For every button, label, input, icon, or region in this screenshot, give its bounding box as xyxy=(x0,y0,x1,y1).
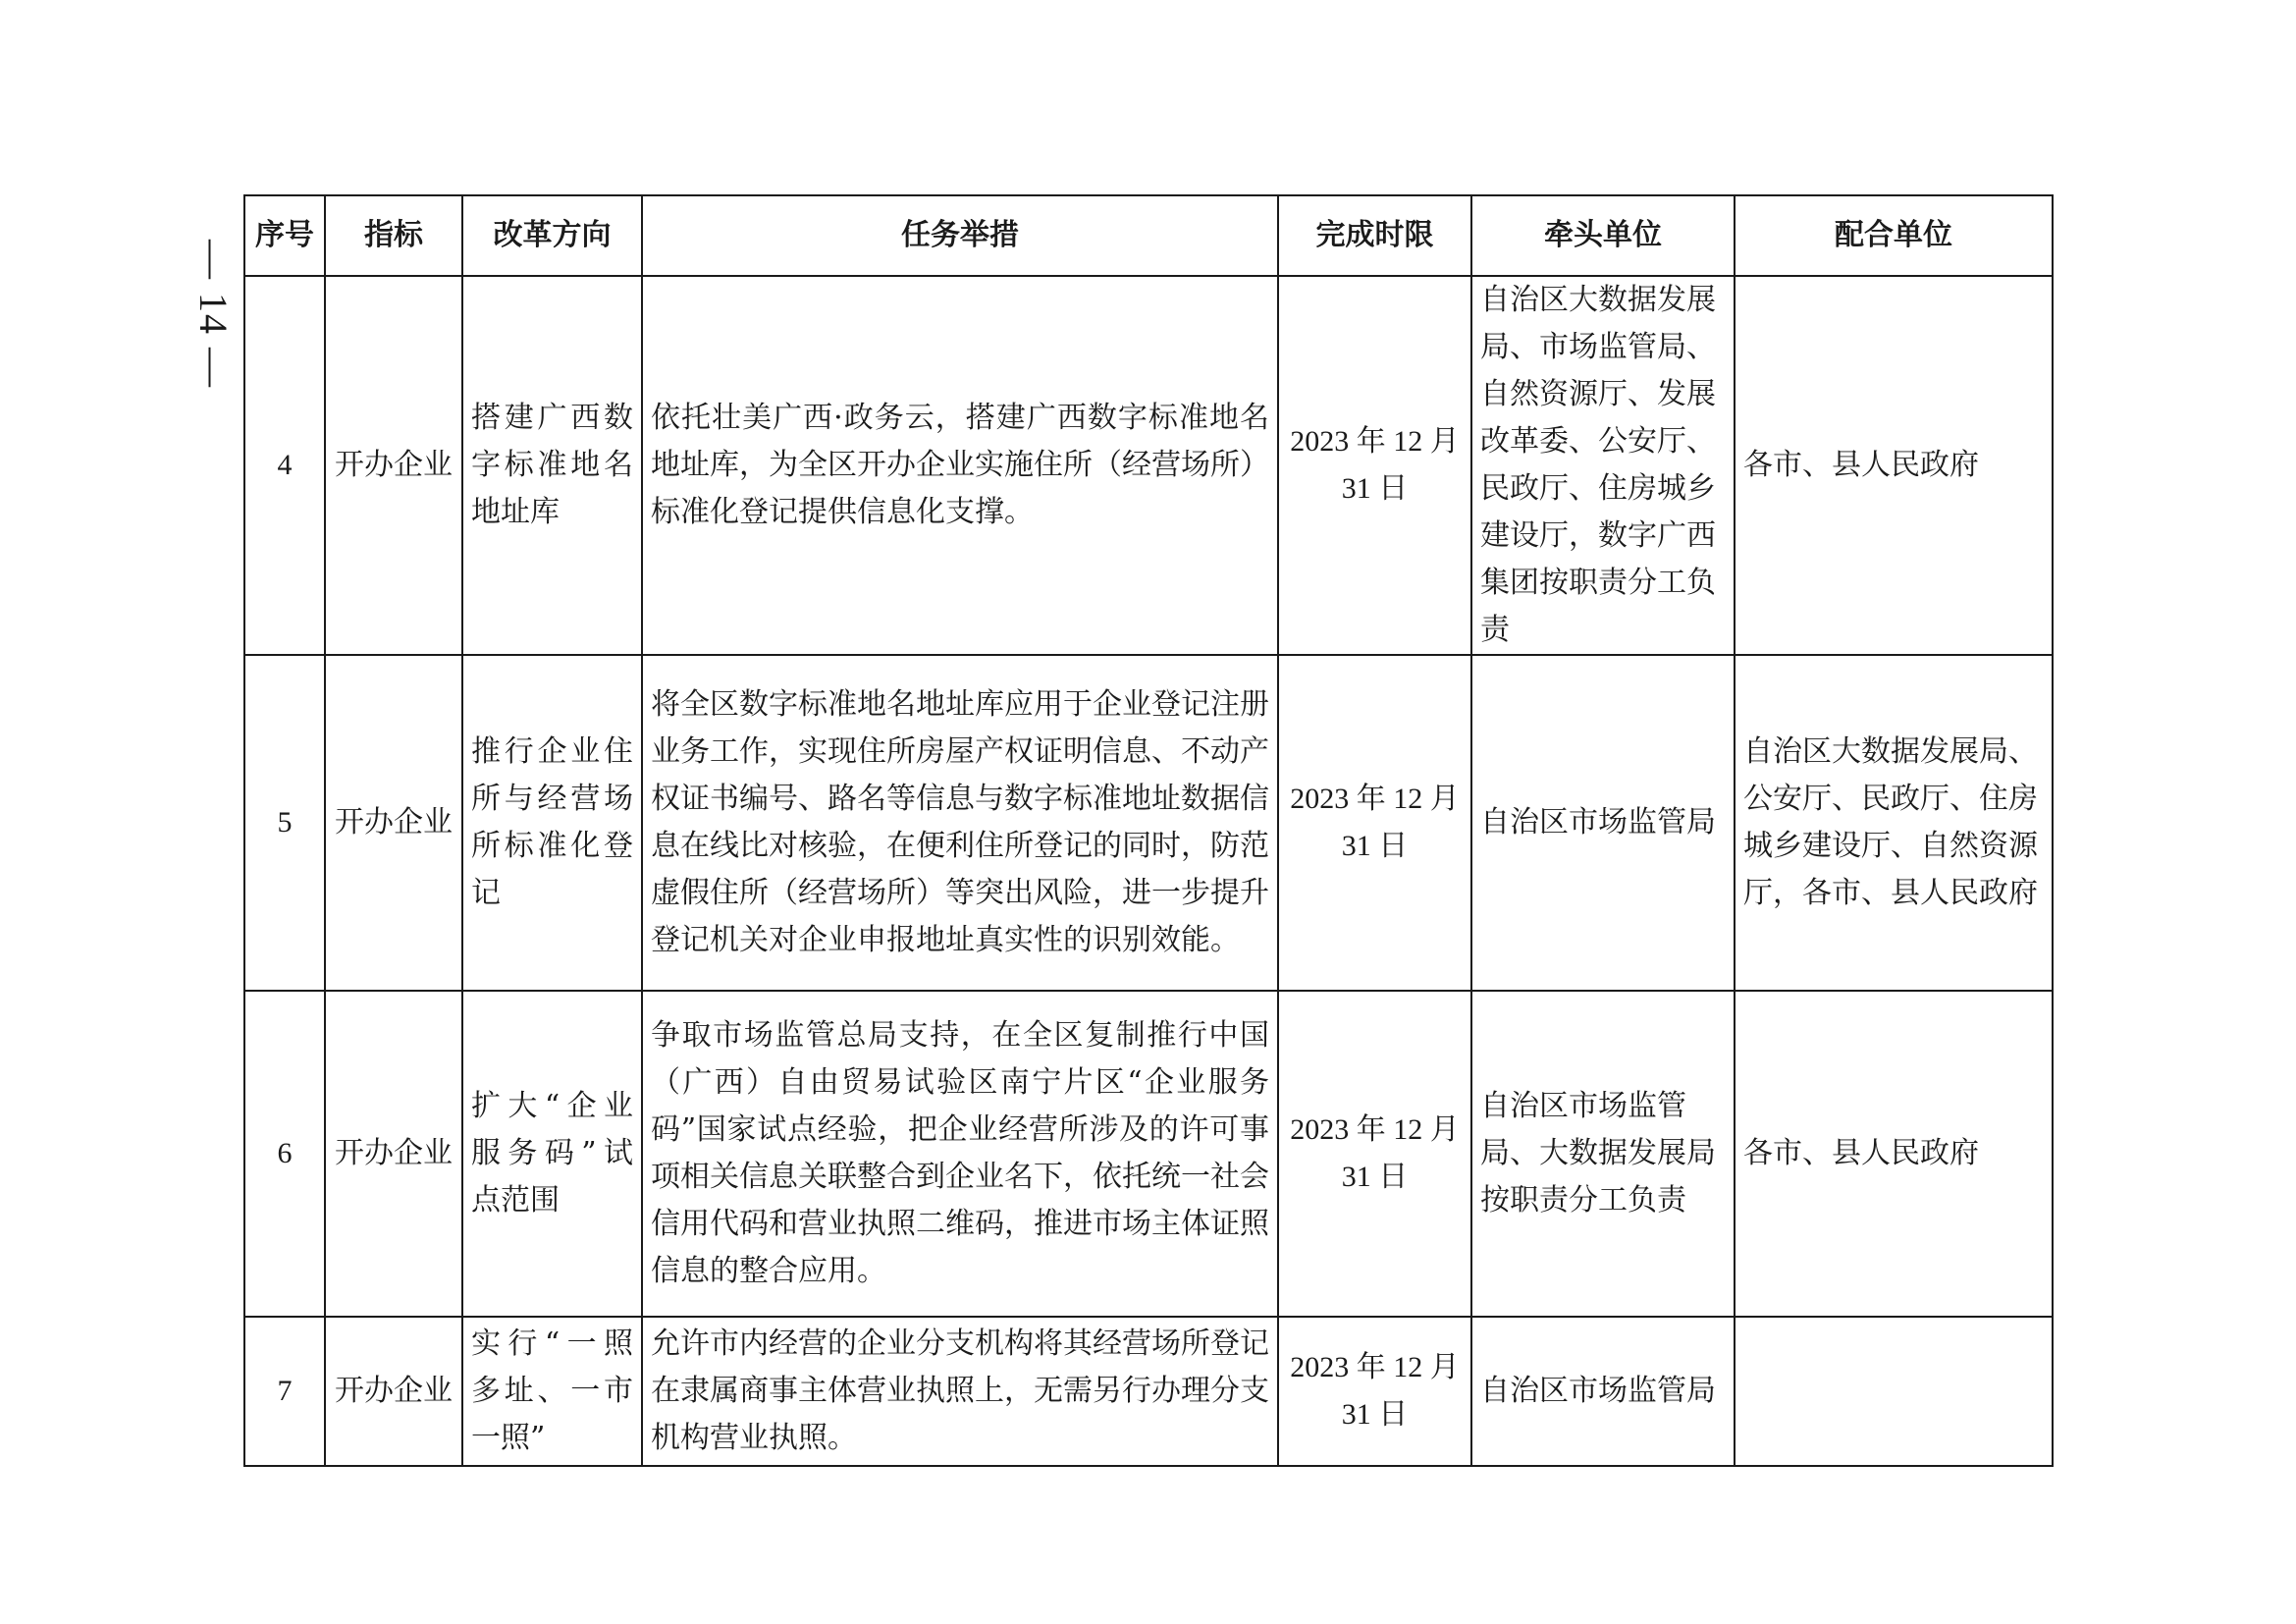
cell-indicator: 开办企业 xyxy=(325,655,462,991)
cell-no: 5 xyxy=(244,655,325,991)
cell-indicator: 开办企业 xyxy=(325,276,462,655)
cell-cooperating-unit xyxy=(1735,1317,2053,1466)
cell-deadline: 2023 年 12 月 31 日 xyxy=(1278,655,1471,991)
cell-lead-unit: 自治区大数据发展局、市场监管局、自然资源厅、发展改革委、公安厅、民政厅、住房城乡建设厅，数字广西集团按职责分工负责 xyxy=(1471,276,1735,655)
cell-cooperating-unit: 各市、县人民政府 xyxy=(1735,276,2053,655)
header-direction: 改革方向 xyxy=(462,195,642,276)
cell-no: 6 xyxy=(244,991,325,1317)
cell-lead-unit: 自治区市场监管局、大数据发展局按职责分工负责 xyxy=(1471,991,1735,1317)
cell-cooperating-unit: 自治区大数据发展局、公安厅、民政厅、住房城乡建设厅、自然资源厅，各市、县人民政府 xyxy=(1735,655,2053,991)
cell-task: 争取市场监管总局支持，在全区复制推行中国（广西）自由贸易试验区南宁片区“企业服务码”国家试点经验，把企业经营所涉及的许可事项相关信息关联整合到企业名下，依托统一社会信用代码和营业执照二维码，推进市场主体证照信息的整合应用。 xyxy=(642,991,1278,1317)
page-number: — 14 — xyxy=(191,240,237,389)
cell-lead-unit: 自治区市场监管局 xyxy=(1471,655,1735,991)
header-deadline: 完成时限 xyxy=(1278,195,1471,276)
cell-indicator: 开办企业 xyxy=(325,991,462,1317)
header-indicator: 指标 xyxy=(325,195,462,276)
cell-deadline: 2023 年 12 月 31 日 xyxy=(1278,276,1471,655)
cell-task: 允许市内经营的企业分支机构将其经营场所登记在隶属商事主体营业执照上，无需另行办理分支机构营业执照。 xyxy=(642,1317,1278,1466)
table-row xyxy=(244,655,2053,991)
cell-lead-unit: 自治区市场监管局 xyxy=(1471,1317,1735,1466)
cell-task: 将全区数字标准地名地址库应用于企业登记注册业务工作，实现住所房屋产权证明信息、不动产权证书编号、路名等信息与数字标准地址数据信息在线比对核验，在便利住所登记的同时，防范虚假住所（经营场所）等突出风险，进一步提升登记机关对企业申报地址真实性的识别效能。 xyxy=(642,655,1278,991)
cell-direction: 实行“一照多址、一市一照” xyxy=(462,1317,642,1466)
header-cooperating-unit: 配合单位 xyxy=(1735,195,2053,276)
reform-task-table xyxy=(243,194,2054,1467)
cell-cooperating-unit: 各市、县人民政府 xyxy=(1735,991,2053,1317)
cell-no: 7 xyxy=(244,1317,325,1466)
cell-deadline: 2023 年 12 月 31 日 xyxy=(1278,991,1471,1317)
cell-no: 4 xyxy=(244,276,325,655)
cell-direction: 搭建广西数字标准地名地址库 xyxy=(462,276,642,655)
table-row xyxy=(244,1317,2053,1466)
table-header-row xyxy=(244,195,2053,276)
cell-direction: 推行企业住所与经营场所标准化登记 xyxy=(462,655,642,991)
cell-indicator: 开办企业 xyxy=(325,1317,462,1466)
header-lead-unit: 牵头单位 xyxy=(1471,195,1735,276)
cell-direction: 扩大“企业服务码”试点范围 xyxy=(462,991,642,1317)
cell-deadline: 2023 年 12 月 31 日 xyxy=(1278,1317,1471,1466)
cell-task: 依托壮美广西·政务云，搭建广西数字标准地名地址库，为全区开办企业实施住所（经营场所）标准化登记提供信息化支撑。 xyxy=(642,276,1278,655)
header-task: 任务举措 xyxy=(642,195,1278,276)
table-row xyxy=(244,276,2053,655)
header-no: 序号 xyxy=(244,195,325,276)
table-row xyxy=(244,991,2053,1317)
